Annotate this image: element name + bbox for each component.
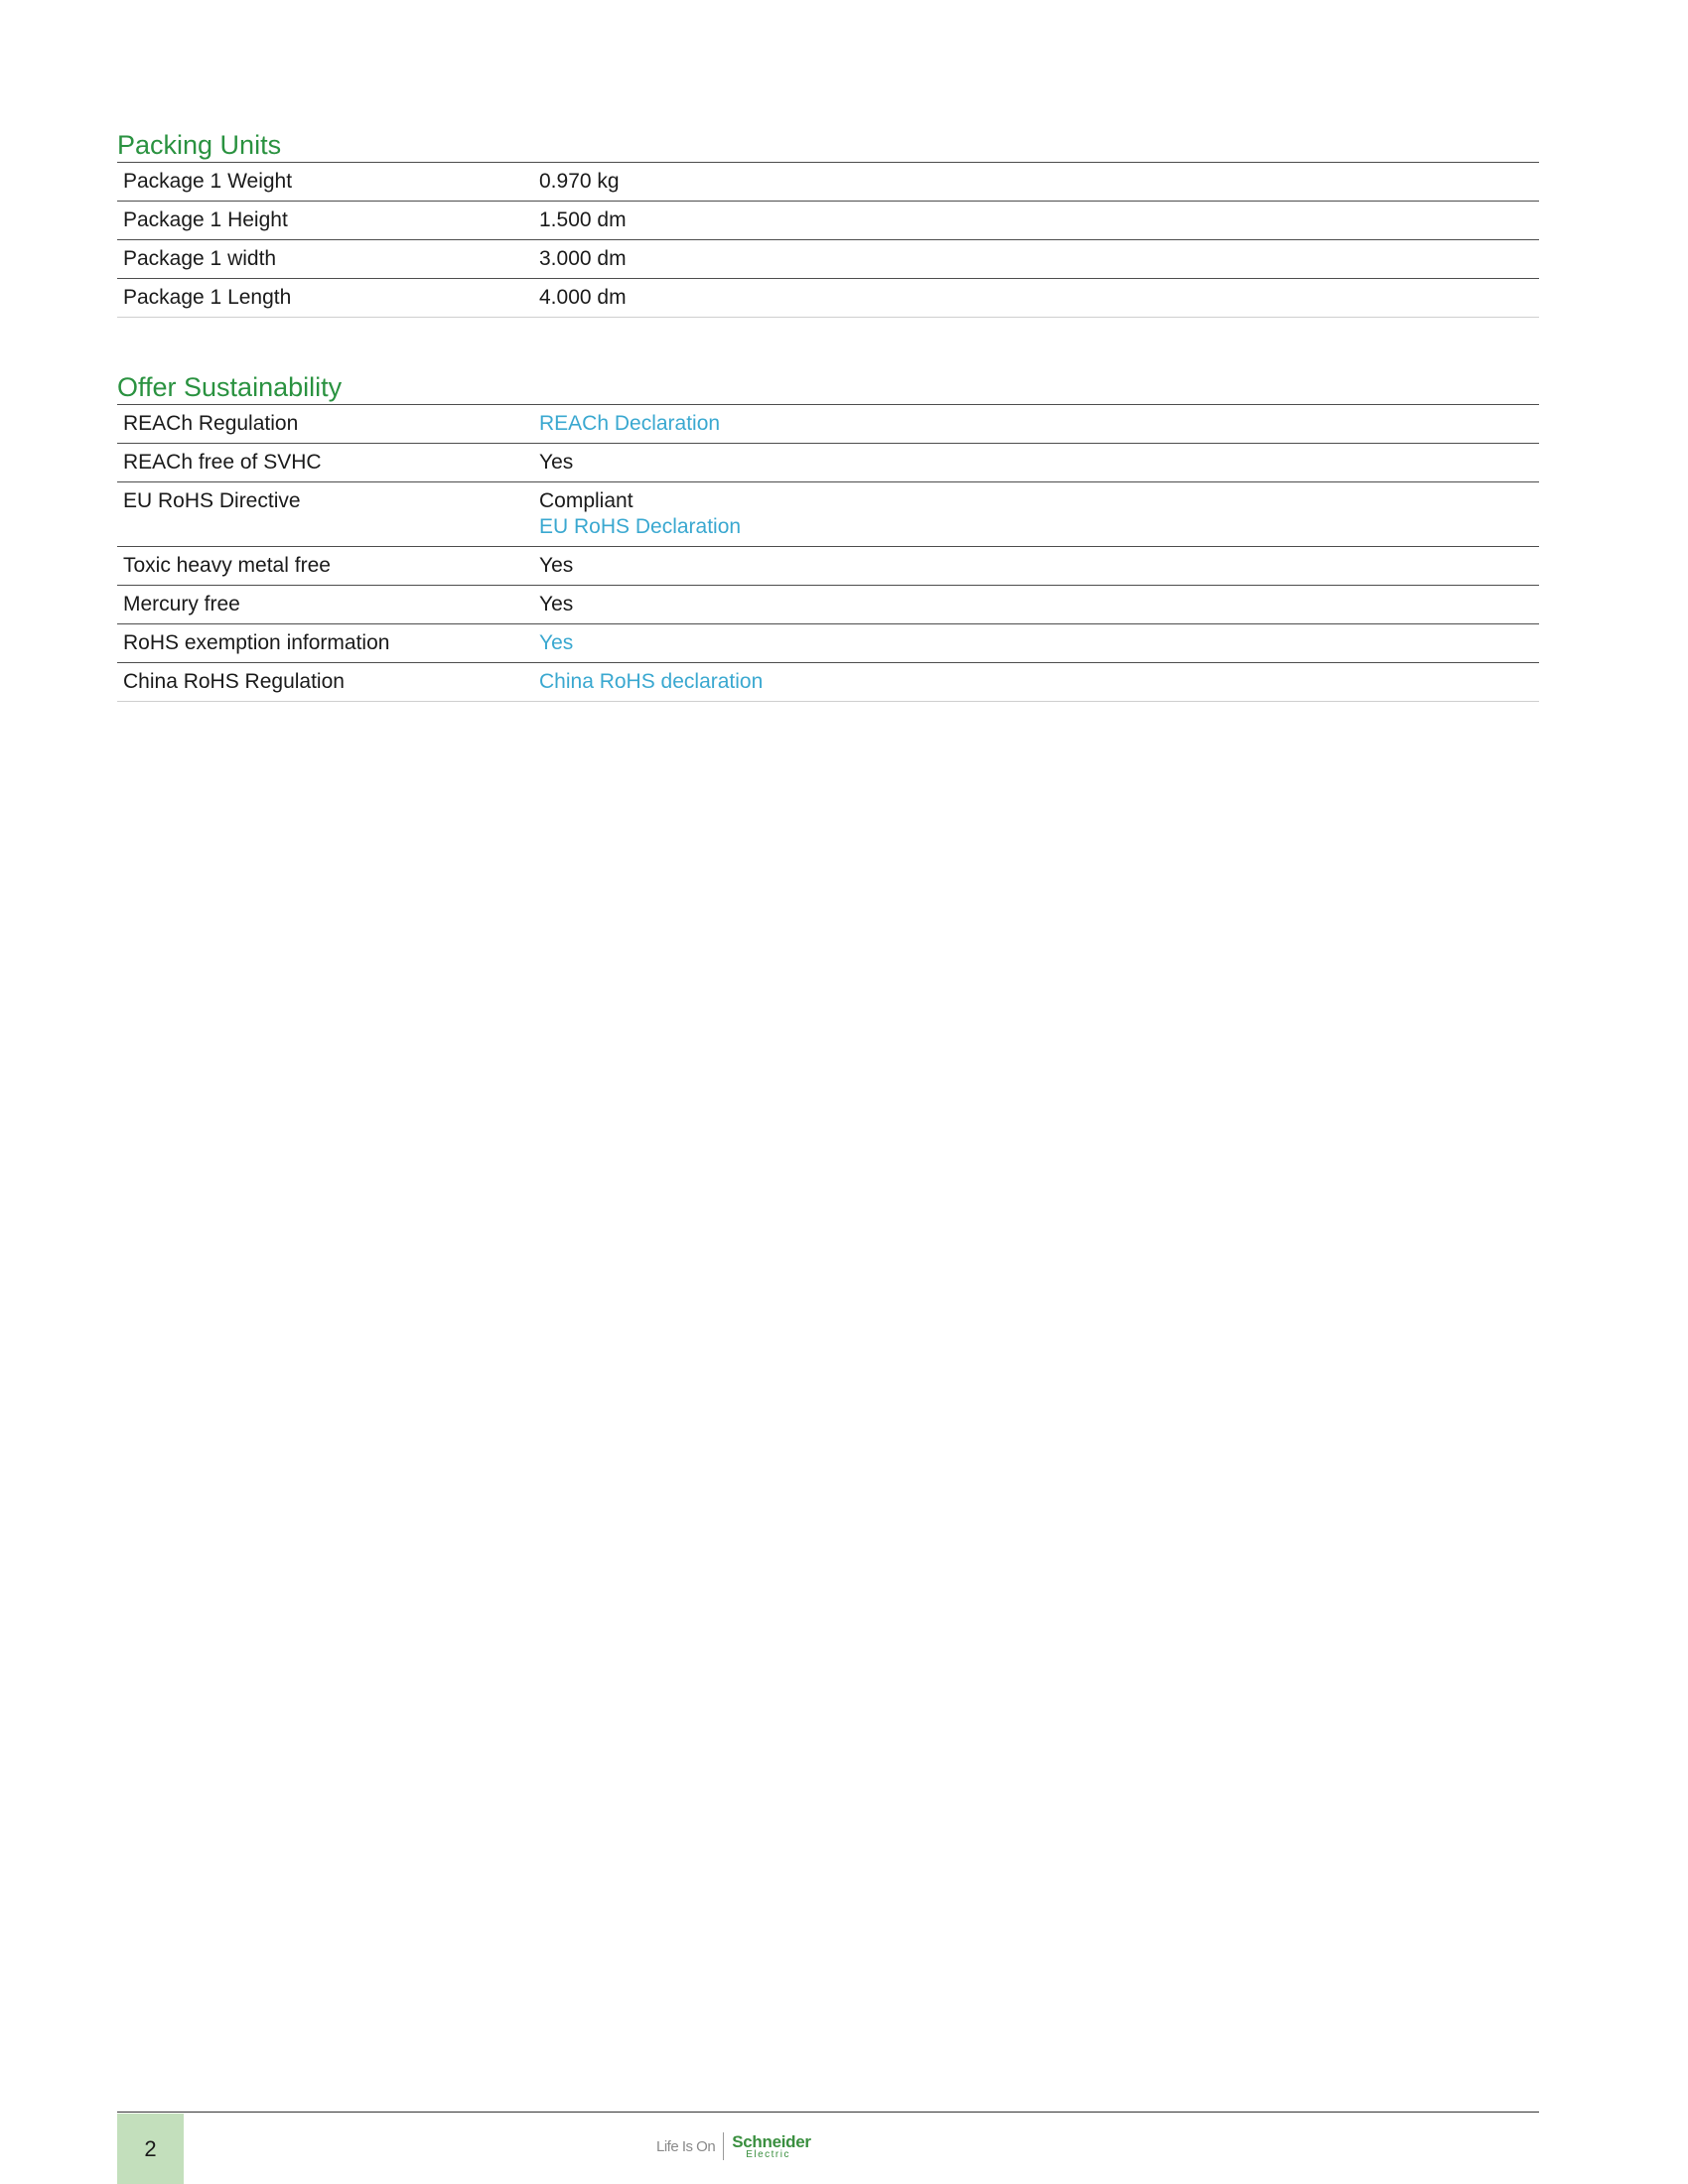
row-label: Package 1 Height (123, 208, 288, 231)
table-row (117, 624, 1539, 663)
compliance-status: Compliant (539, 489, 633, 512)
row-value (539, 405, 1539, 443)
rohs-exemption-link[interactable]: Yes (539, 631, 574, 654)
page-number: 2 (117, 2114, 184, 2184)
table-row (117, 405, 1539, 444)
table-row (117, 482, 1539, 547)
row-label: Mercury free (123, 593, 240, 615)
table-row (117, 586, 1539, 624)
row-value: Yes (539, 451, 574, 474)
logo-brand (732, 2133, 811, 2160)
packing-units-section (117, 128, 1539, 318)
row-value: Yes (539, 554, 574, 577)
row-label: REACh Regulation (123, 412, 299, 435)
row-label: Package 1 Weight (123, 170, 293, 193)
logo-tagline: Life Is On (656, 2137, 716, 2155)
row-value: 4.000 dm (539, 286, 627, 309)
footer-divider (117, 2112, 1539, 2113)
table-row (117, 163, 1539, 202)
row-value (539, 663, 1539, 701)
row-value: 1.500 dm (539, 208, 627, 231)
offer-sustainability-section (117, 370, 1539, 702)
brand-logo (656, 2130, 811, 2162)
logo-brand-sub: Electric (746, 2148, 790, 2160)
row-label: EU RoHS Directive (123, 489, 301, 512)
offer-sustainability-title: Offer Sustainability (117, 370, 1539, 405)
row-value (539, 624, 1539, 662)
logo-separator (723, 2132, 724, 2160)
china-rohs-declaration-link[interactable]: China RoHS declaration (539, 670, 764, 693)
table-row (117, 279, 1539, 318)
table-row (117, 240, 1539, 279)
row-label: RoHS exemption information (123, 631, 390, 654)
eu-rohs-declaration-link[interactable]: EU RoHS Declaration (539, 515, 742, 538)
row-label: Package 1 width (123, 247, 277, 270)
row-value (539, 482, 1539, 546)
table-row (117, 547, 1539, 586)
reach-declaration-link[interactable]: REACh Declaration (539, 412, 721, 435)
row-value: 3.000 dm (539, 247, 627, 270)
row-value: 0.970 kg (539, 170, 620, 193)
table-row (117, 202, 1539, 240)
logo-brand-name: Schneider (732, 2131, 811, 2151)
table-row (117, 663, 1539, 702)
row-label: REACh free of SVHC (123, 451, 322, 474)
row-label: Toxic heavy metal free (123, 554, 331, 577)
row-value: Yes (539, 593, 574, 615)
row-label: Package 1 Length (123, 286, 292, 309)
packing-units-title: Packing Units (117, 128, 1539, 163)
table-row (117, 444, 1539, 482)
row-label: China RoHS Regulation (123, 670, 345, 693)
